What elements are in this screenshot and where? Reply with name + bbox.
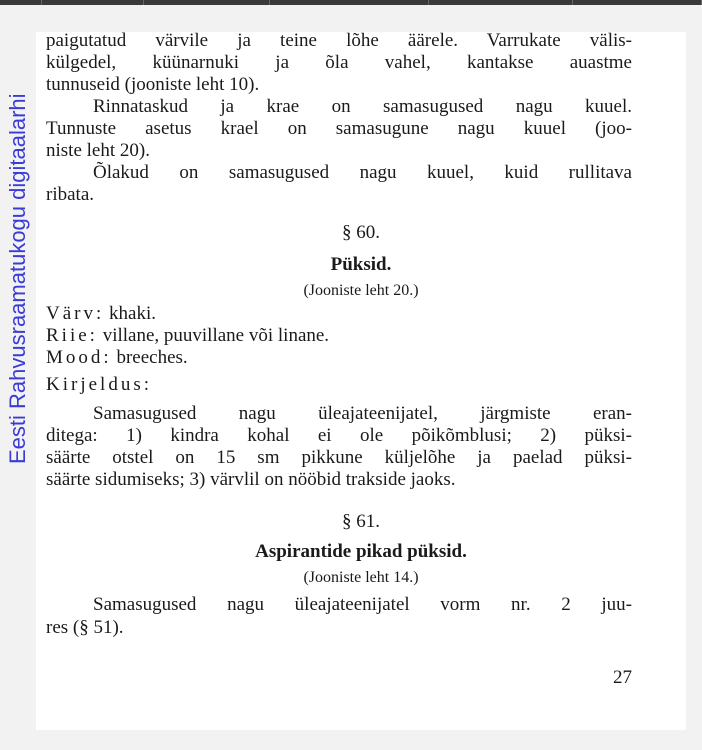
field-label: Mood: — [46, 347, 112, 368]
field-value: villane, puuvillane või linane. — [97, 325, 330, 346]
top-toolbar — [0, 0, 702, 5]
text-line: tunnuseid (jooniste leht 10). — [46, 74, 260, 95]
text-line: niste leht 20). — [46, 140, 150, 161]
field-label: Värv: — [46, 303, 105, 324]
section-title: Aspirantide pikad püksid. — [255, 541, 467, 562]
field-color — [46, 303, 632, 325]
section-ref: (Jooniste leht 20.) — [303, 282, 419, 299]
text-line: Samasugused nagu üleajateenijatel, järgmiste eran- — [93, 403, 632, 424]
field-style — [46, 347, 632, 369]
text-line: säärte sidumiseks; 3) värvlil on nööbid trakside jaoks. — [46, 469, 456, 490]
text-line: Õlakud on samasugused nagu kuuel, kuid rullitava — [93, 162, 632, 183]
text-line: külgedel, küünarnuki ja õla vahel, kantakse auastme — [46, 52, 632, 73]
field-value: khaki. — [104, 303, 156, 324]
document-page — [36, 32, 686, 730]
page-number: 27 — [613, 667, 632, 688]
description-label: Kirjeldus: — [46, 374, 152, 395]
field-fabric — [46, 325, 632, 347]
text-line: Tunnuste asetus krael on samasugune nagu kuuel (joo- — [46, 118, 632, 139]
section-number: § 61. — [342, 511, 380, 532]
text-line: ditega: 1) kindra kohal ei ole põikõmblusi; 2) püksi- — [46, 425, 632, 446]
text-line: säärte otstel on 15 sm pikkune küljelõhe ja paelad püksi- — [46, 447, 632, 468]
text-line: Rinnataskud ja krae on samasugused nagu kuuel. — [93, 96, 632, 117]
text-line: res (§ 51). — [46, 617, 124, 638]
field-label: Riie: — [46, 325, 98, 346]
section-ref: (Jooniste leht 14.) — [303, 569, 419, 586]
section-title: Püksid. — [330, 254, 392, 275]
text-line: paigutatud värvile ja teine lõhe äärele. Varrukate välis- — [46, 32, 632, 51]
watermark: Eesti Rahvusraamatukogu digitaalarhi — [5, 93, 30, 464]
text-line: Samasugused nagu üleajateenijatel vorm nr. 2 juu- — [93, 594, 632, 615]
section-number: § 60. — [342, 222, 380, 243]
field-value: breeches. — [111, 347, 188, 368]
text-line: ribata. — [46, 184, 95, 205]
